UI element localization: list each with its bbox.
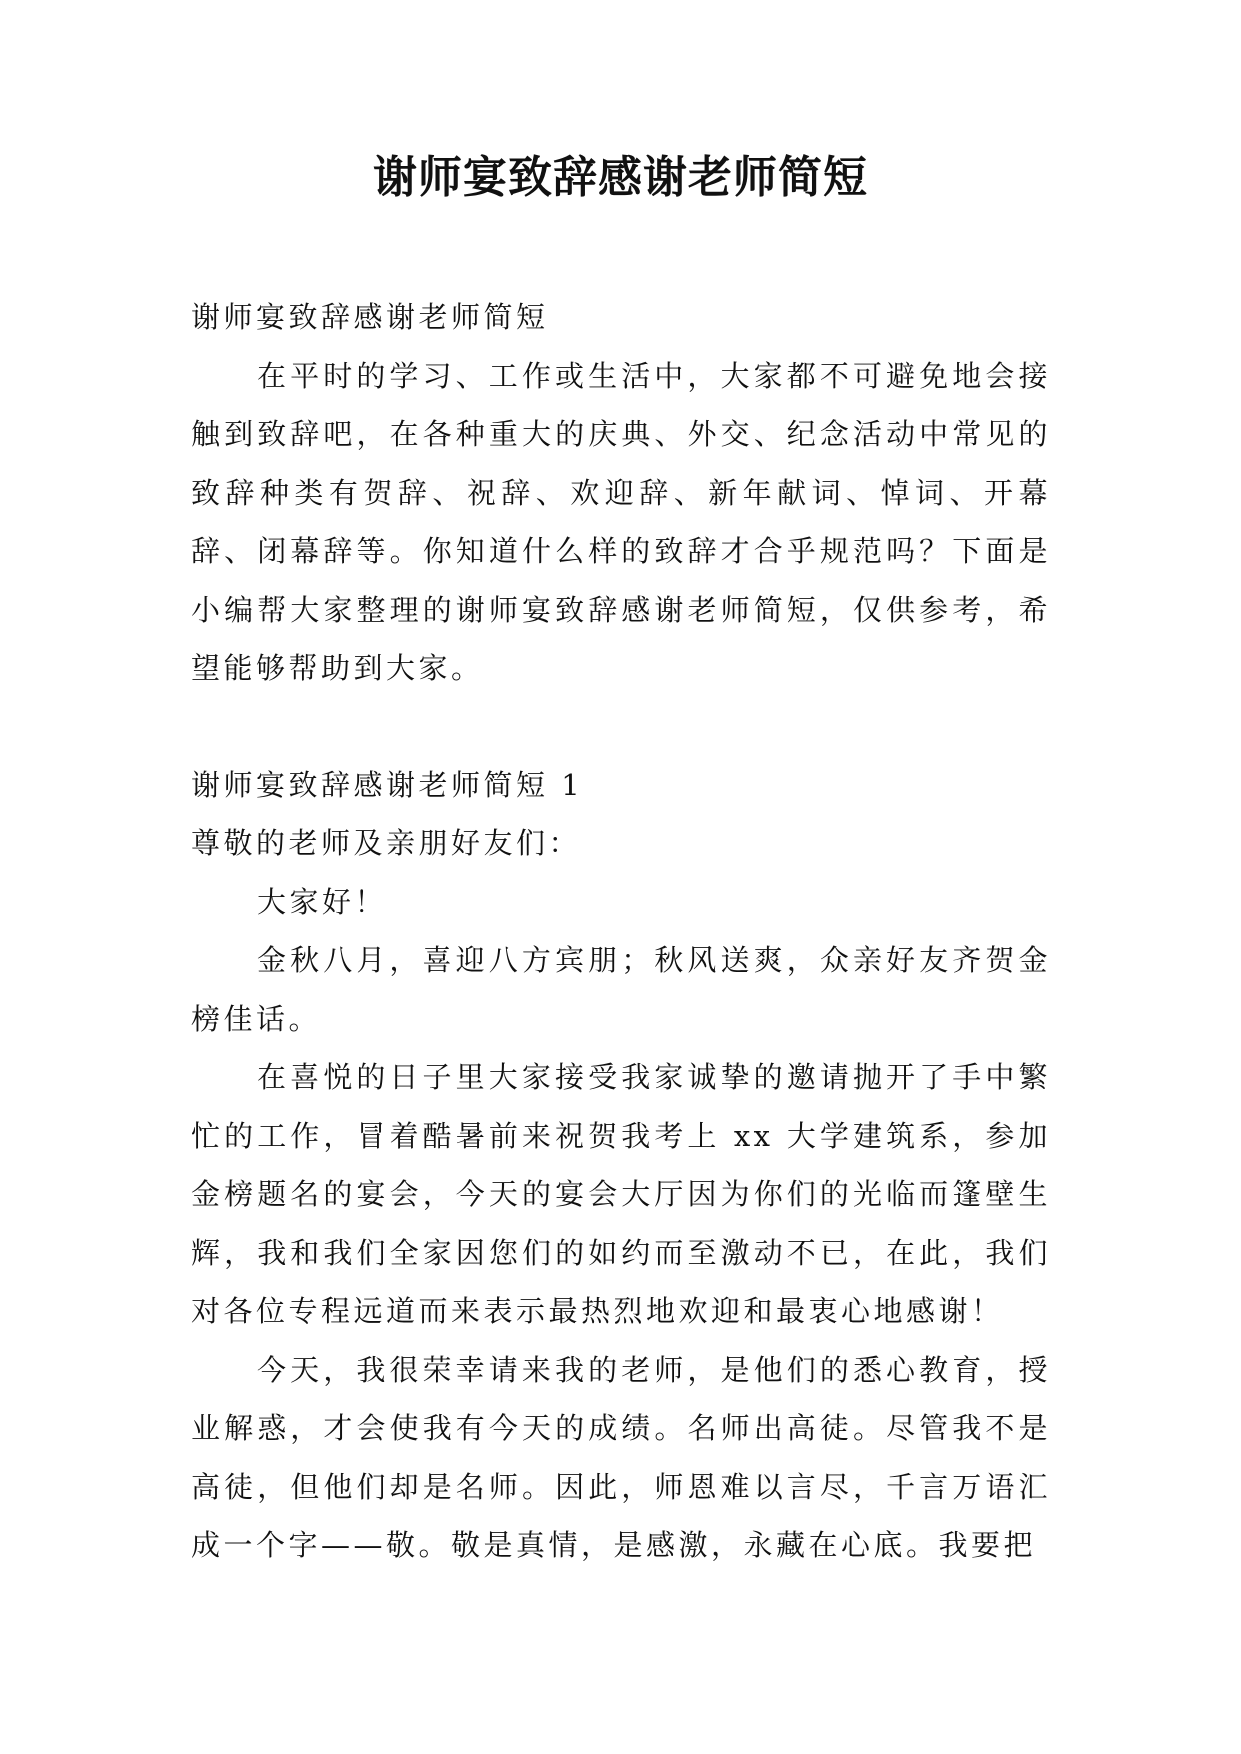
body-paragraph-1: 金秋八月，喜迎八方宾朋；秋风送爽，众亲好友齐贺金榜佳话。 [191,943,1051,1036]
body-paragraph-2: 在喜悦的日子里大家接受我家诚挚的邀请抛开了手中繁忙的工作，冒着酷暑前来祝贺我考上 xx 大学建筑系，参加金榜题名的宴会，今天的宴会大厅因为你们的光临而篷壁生辉，我和我们全家因您们的如约而至激动不已，在此，我们对各位专程远道而来表示最热烈地欢迎和最衷心地感谢！ [191,1060,1051,1328]
intro-paragraph: 在平时的学习、工作或生活中，大家都不可避免地会接触到致辞吧，在各种重大的庆典、外交、纪念活动中常见的致辞种类有贺辞、祝辞、欢迎辞、新年献词、悼词、开幕辞、闭幕辞等。你知道什么样的致辞才合乎规范吗？下面是小编帮大家整理的谢师宴致辞感谢老师简短，仅供参考，希望能够帮助到大家。 [191,358,1051,685]
salutation: 尊敬的老师及亲朋好友们： [191,826,582,860]
body-paragraph-3: 今天，我很荣幸请来我的老师，是他们的悉心教育，授业解惑，才会使我有今天的成绩。名师出高徒。尽管我不是高徒，但他们却是名师。因此，师恩难以言尽，千言万语汇成一个字——敬。敬是真情，是感激，永藏在心底。我要把 [191,1352,1051,1562]
greeting: 大家好！ [257,884,388,919]
document-title: 谢师宴致辞感谢老师简短 [373,152,868,203]
document-body [191,288,1051,1575]
document-heading: 谢师宴致辞感谢老师简短 [191,300,549,334]
section-title: 谢师宴致辞感谢老师简短 1 [191,767,584,802]
